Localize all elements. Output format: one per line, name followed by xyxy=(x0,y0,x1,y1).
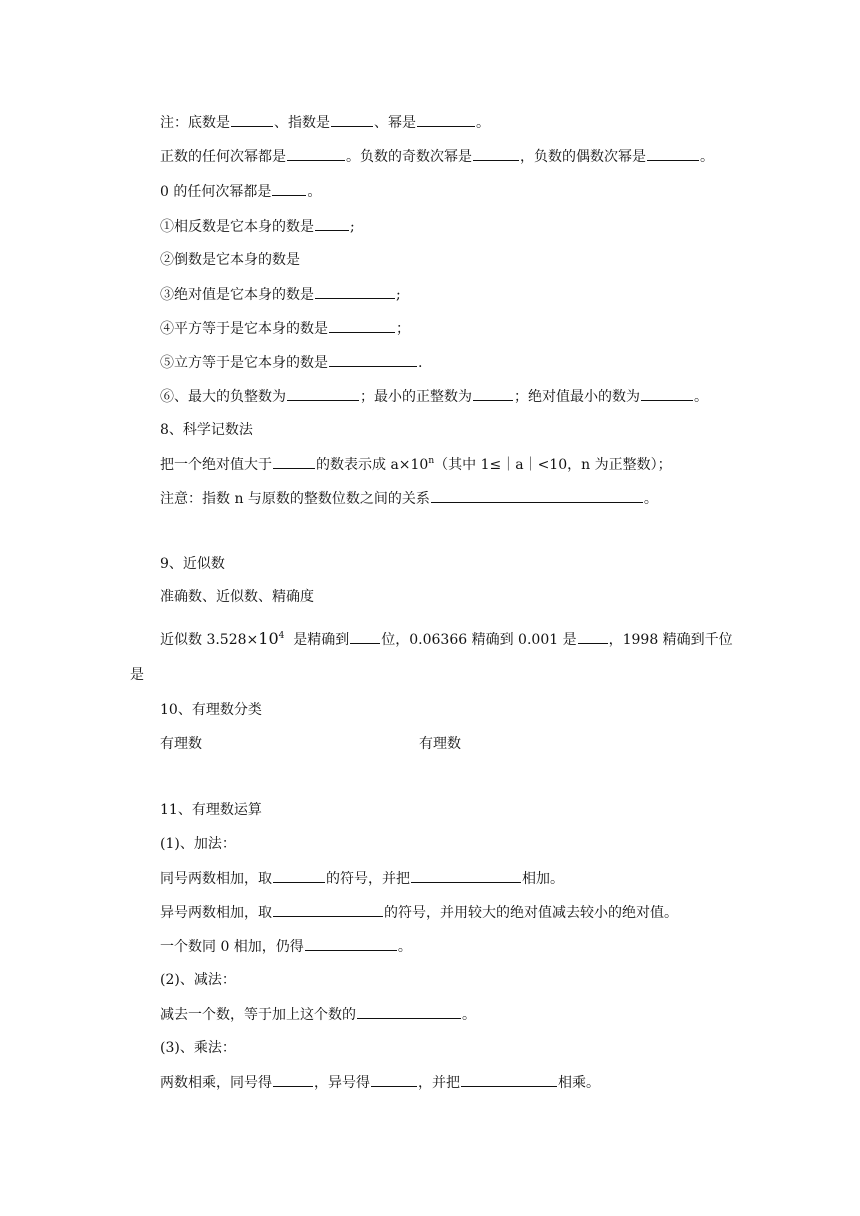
text: （其中 1≤｜a｜<10，n 为正整数）； xyxy=(434,457,672,473)
text: ; xyxy=(396,287,401,303)
answer-blank[interactable] xyxy=(641,386,693,401)
text: 。 xyxy=(694,389,708,405)
answer-blank[interactable] xyxy=(331,112,373,127)
text: ，负数的偶数次幂是 xyxy=(520,149,646,165)
opposite-self-line xyxy=(160,216,355,237)
text: 相乘。 xyxy=(558,1075,600,1091)
section-9-heading xyxy=(160,554,225,574)
text: (3)、乘法： xyxy=(160,1040,236,1056)
classification-right-label xyxy=(419,734,461,754)
text: 8、科学记数法 xyxy=(160,422,253,438)
answer-blank[interactable] xyxy=(647,146,699,161)
answer-blank[interactable] xyxy=(231,112,273,127)
answer-blank[interactable] xyxy=(272,181,306,196)
text: 准确数、近似数、精确度 xyxy=(160,589,314,605)
text: 是精确到 xyxy=(293,632,350,648)
text: 、幂是 xyxy=(374,115,416,131)
text: 的数表示成 a×10 xyxy=(316,457,429,473)
answer-blank[interactable] xyxy=(329,352,417,367)
answer-blank[interactable] xyxy=(305,936,397,951)
answer-blank[interactable] xyxy=(287,146,345,161)
text: 10、有理数分类 xyxy=(160,702,262,718)
zero-power-line xyxy=(160,181,321,202)
multiplication-rule-line xyxy=(160,1072,600,1093)
text: 相加。 xyxy=(522,871,564,887)
answer-blank[interactable] xyxy=(473,386,513,401)
text: . xyxy=(418,355,423,371)
text: (1)、加法： xyxy=(160,836,236,852)
reciprocal-self-line xyxy=(160,250,300,270)
text: ④平方等于是它本身的数是 xyxy=(160,321,328,337)
answer-blank[interactable] xyxy=(417,112,475,127)
text: ③绝对值是它本身的数是 xyxy=(160,287,314,303)
section-8-heading xyxy=(160,420,253,440)
text: 。 xyxy=(307,184,322,200)
absolute-self-line xyxy=(160,284,401,305)
text: ⑥、最大的负整数为 xyxy=(160,389,286,405)
text: 近似数 3.528× xyxy=(160,632,259,648)
addition-heading xyxy=(160,834,236,854)
answer-blank[interactable] xyxy=(273,454,315,469)
text: 。负数的奇数次幂是 xyxy=(346,149,472,165)
text: 的符号，并把 xyxy=(326,871,410,887)
answer-blank[interactable] xyxy=(315,284,395,299)
section-11-heading xyxy=(160,800,262,820)
text: 正数的任何次幂都是 xyxy=(160,149,286,165)
answer-blank[interactable] xyxy=(350,629,380,644)
power-note-line xyxy=(160,112,490,133)
answer-blank[interactable] xyxy=(431,488,643,503)
text: 。 xyxy=(462,1007,476,1023)
answer-blank[interactable] xyxy=(411,868,521,883)
text: 位，0.06366 精确到 0.001 是 xyxy=(381,632,577,648)
text: ；绝对值最小的数为 xyxy=(514,389,640,405)
exponent-note-line xyxy=(160,488,658,509)
answer-blank[interactable] xyxy=(473,146,519,161)
text: 。 xyxy=(397,939,412,955)
text: ②倒数是它本身的数是 xyxy=(160,252,300,268)
text: 两数相乘，同号得 xyxy=(160,1075,272,1091)
text: 。 xyxy=(700,149,714,165)
answer-blank[interactable] xyxy=(371,1072,417,1087)
answer-blank[interactable] xyxy=(273,902,383,917)
text: ； xyxy=(396,321,410,337)
zero-addition-line xyxy=(160,936,412,957)
text: 0 的任何次幂都是 xyxy=(160,184,272,200)
scientific-notation-line xyxy=(160,454,672,475)
text: 有理数 xyxy=(160,736,202,752)
text: ，异号得 xyxy=(314,1075,370,1091)
exponent: 4 xyxy=(278,631,285,641)
answer-blank[interactable] xyxy=(315,216,349,231)
text: 减去一个数，等于加上这个数的 xyxy=(160,1007,356,1023)
integer-extremes-line xyxy=(160,386,708,407)
approximation-line xyxy=(160,629,733,650)
power-base: 10 xyxy=(258,629,279,648)
answer-blank[interactable] xyxy=(329,318,395,333)
text: 一个数同 0 相加，仍得 xyxy=(160,939,304,955)
answer-blank[interactable] xyxy=(287,386,359,401)
text: 是 xyxy=(130,667,144,683)
answer-blank[interactable] xyxy=(273,1072,313,1087)
answer-blank[interactable] xyxy=(461,1072,557,1087)
multiplication-heading xyxy=(160,1038,236,1058)
answer-blank[interactable] xyxy=(357,1004,461,1019)
text: ，1998 精确到千位 xyxy=(608,632,733,648)
text: ①相反数是它本身的数是 xyxy=(160,219,314,235)
text: ，并把 xyxy=(418,1075,460,1091)
text: 注：底数是 xyxy=(160,115,230,131)
answer-blank[interactable] xyxy=(273,868,325,883)
text: ; xyxy=(350,219,355,235)
power-sign-line xyxy=(160,146,714,167)
subtraction-rule-line xyxy=(160,1004,476,1025)
accuracy-terms-line xyxy=(160,587,314,607)
text: 11、有理数运算 xyxy=(160,802,262,818)
text: 。 xyxy=(476,115,490,131)
text: 有理数 xyxy=(419,736,461,752)
text: 的符号，并用较大的绝对值减去较小的绝对值。 xyxy=(384,905,678,921)
answer-blank[interactable] xyxy=(578,629,608,644)
text: (2)、减法： xyxy=(160,972,236,988)
text: 把一个绝对值大于 xyxy=(160,457,272,473)
text: 9、近似数 xyxy=(160,556,225,572)
exponent: n xyxy=(428,456,435,466)
subtraction-heading xyxy=(160,970,236,990)
different-sign-addition-line xyxy=(160,902,678,923)
text: 、指数是 xyxy=(274,115,330,131)
cube-self-line xyxy=(160,352,422,373)
square-self-line xyxy=(160,318,410,339)
text: 。 xyxy=(643,491,658,507)
section-10-heading xyxy=(160,700,262,720)
text: 注意：指数 n 与原数的整数位数之间的关系 xyxy=(160,491,430,507)
approximation-line-wrap xyxy=(130,665,144,685)
same-sign-addition-line xyxy=(160,868,564,889)
classification-left-label xyxy=(160,734,202,754)
text: ；最小的正整数为 xyxy=(360,389,472,405)
text: ⑤立方等于是它本身的数是 xyxy=(160,355,328,371)
text: 异号两数相加，取 xyxy=(160,905,272,921)
text: 同号两数相加，取 xyxy=(160,871,272,887)
